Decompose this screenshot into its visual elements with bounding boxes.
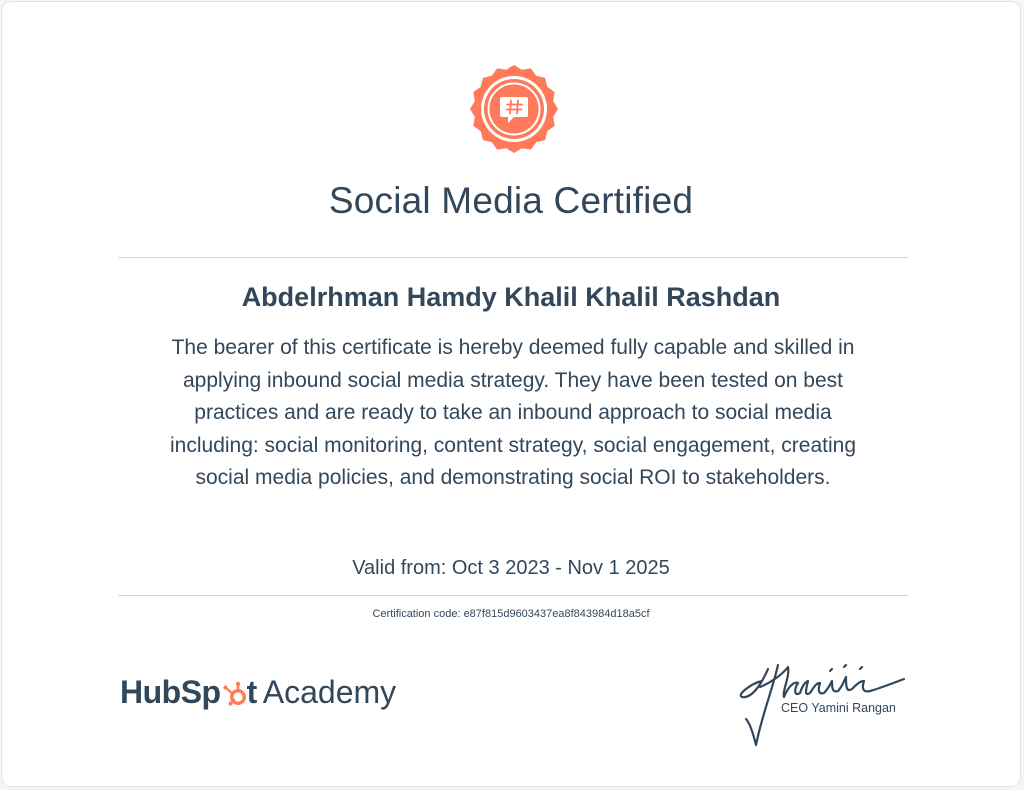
hashtag-badge-icon [469,64,559,154]
top-divider [118,257,908,258]
logo-hubsp-text: HubSp [120,674,221,710]
certificate-card [1,1,1021,787]
certification-code: Certification code: e87f815d9603437ea8f843984d18a5cf [372,608,650,620]
description-line: social media policies, and demonstrating social ROI to stakeholders. [195,466,831,489]
recipient-name: Abdelrhman Hamdy Khalil Khalil Rashdan [241,282,781,312]
hubspot-academy-logo [120,674,396,711]
sprocket-icon [222,681,246,707]
description-line: The bearer of this certificate is hereby deemed fully capable and skilled in [171,336,855,359]
description-line: including: social monitoring, content strategy, social engagement, creating [170,433,856,457]
description-line: applying inbound social media strategy. They have been tested on best [183,368,843,392]
certificate-description [102,332,924,495]
description-line: practices and are ready to take an inbound approach to social media [194,401,832,424]
logo-t-text: t [246,674,257,710]
signer-caption: CEO Yamini Rangan [781,701,896,715]
logo-academy-text: Academy [262,674,397,710]
validity-dates: Valid from: Oct 3 2023 - Nov 1 2025 [352,557,670,579]
certificate-title: Social Media Certified [328,180,694,221]
bottom-divider [118,595,908,596]
